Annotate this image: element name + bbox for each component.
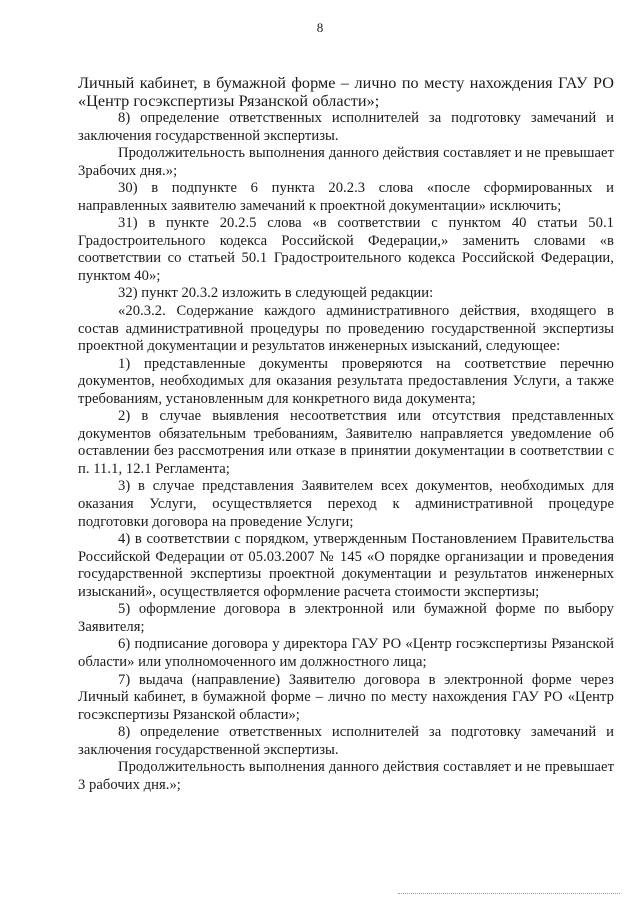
paragraph: 1) представленные документы проверяются на соответствие перечню документов, необходимых для оказания результата предоставления Услуги, а также требованиям, установленным для конкретного вида документа; [78,355,614,407]
paragraph: 30) в подпункте 6 пункта 20.2.3 слова «после сформированных и направленных заявителю замечаний к проектной документации» исключить; [78,180,614,214]
page-number: 8 [316,20,324,35]
paragraph: 3) в случае представления Заявителем всех документов, необходимых для оказания Услуги, осуществляется переход к административной процедуре подготовки договора на проведение Услуги; [78,478,614,530]
paragraph: Продолжительность выполнения данного действия составляет и не превышает 3 рабочих дня.»; [78,759,614,793]
footer-divider [398,893,620,895]
paragraph: «20.3.2. Содержание каждого административного действия, входящего в состав административной процедуры по проведению государственной экспертизы проектной документации и результатов инженерных изысканий, следующее: [78,303,614,355]
paragraph: Продолжительность выполнения данного действия составляет и не превышает 3рабочих дня.»; [78,145,614,179]
document-body [78,74,614,794]
paragraph: 2) в случае выявления несоответствия или отсутствия представленных документов обязательным требованиям, Заявителю направляется уведомление об оставлении без рассмотрения или отказе в принятии документации в соответствии с п. 11.1, 12.1 Регламента; [78,408,614,477]
paragraph: Личный кабинет, в бумажной форме – лично по месту нахождения ГАУ РО «Центр госэкспертизы Рязанской области»; [78,74,614,110]
paragraph: 7) выдача (направление) Заявителю договора в электронной форме через Личный кабинет, в бумажной форме – лично по месту нахождения ГАУ РО «Центр госэкспертизы Рязанской области»; [78,671,614,723]
paragraph: 32) пункт 20.3.2 изложить в следующей редакции: [118,285,434,302]
paragraph: 31) в пункте 20.2.5 слова «в соответствии с пунктом 40 статьи 50.1 Градостроительного кодекса Российской Федерации,» заменить словами «в соответствии со статьей 50.1 Градостроительного кодекса Российской Федерации, пунктом 40»; [78,215,614,284]
paragraph: 4) в соответствии с порядком, утвержденным Постановлением Правительства Российской Федерации от 05.03.2007 № 145 «О порядке организации и проведения государственной экспертизы проектной документации и результатов инженерных изысканий», осуществляется оформление расчета стоимости экспертизы; [78,531,614,600]
paragraph: 8) определение ответственных исполнителей за подготовку замечаний и заключения государственной экспертизы. [78,724,614,758]
paragraph: 8) определение ответственных исполнителей за подготовку замечаний и заключения государственной экспертизы. [78,110,614,144]
paragraph: 5) оформление договора в электронной или бумажной форме по выбору Заявителя; [78,601,614,635]
paragraph: 6) подписание договора у директора ГАУ РО «Центр госэкспертизы Рязанской области» или уполномоченного им должностного лица; [78,636,614,670]
